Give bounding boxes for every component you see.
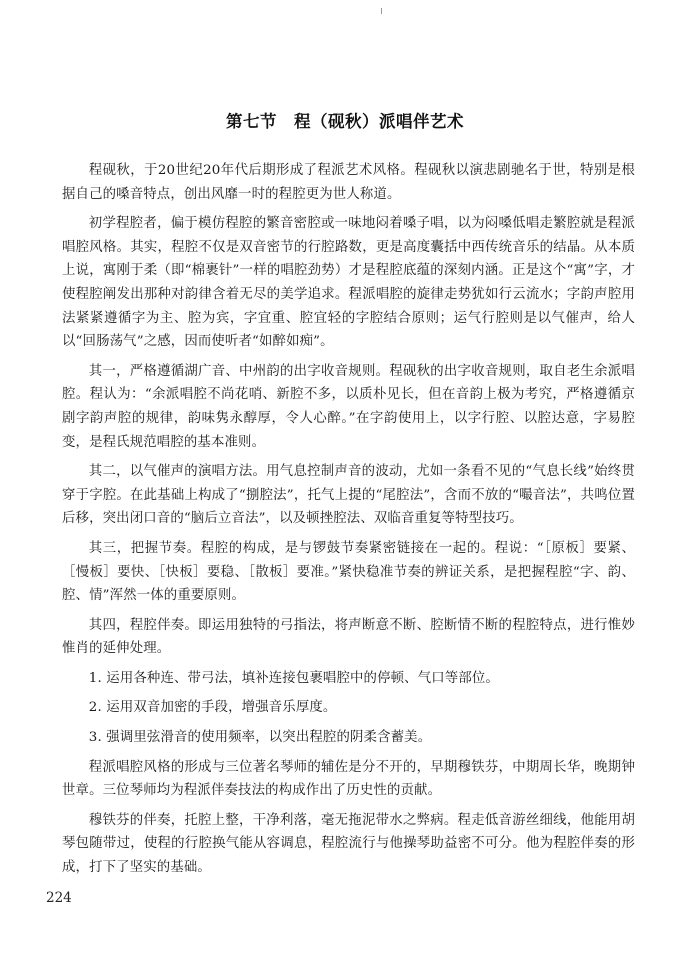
list-item: 1. 运用各种连、带弓法，填补连接包裹唱腔中的停顿、气口等部位。 xyxy=(88,670,499,686)
paragraph-point-two: 其二，以气催声的演唱方法。用气息控制声音的波动，尤如一条看不见的“气息长线”始终贯穿于字腔。在此基础上构成了“捌腔法”，托气上提的“尾腔法”，含而不放的“嘬音法”，共鸣位置后移，突出闭口音的“脑后立音法”，以及顿挫腔法、双临音重复等特型技巧。 xyxy=(62,464,635,527)
paragraph-accompanists: 程派唱腔风格的形成与三位著名琴师的辅佐是分不开的，早期穆铁芬，中期周长华，晚期钟世章。三位琴师均为程派伴奏技法的构成作出了历史性的贡献。 xyxy=(62,759,635,799)
page-number: 224 xyxy=(46,890,72,906)
section-title: 第七节 程（砚秋）派唱伴艺术 xyxy=(226,112,464,131)
list-item: 3. 强调里弦滑音的使用频率，以突出程腔的阴柔含蓄美。 xyxy=(88,730,432,746)
scan-mark xyxy=(381,8,382,14)
paragraph-mu-tiefen: 穆铁芬的伴奏，托腔上整，干净利落，毫无拖泥带水之弊病。程走低音游丝细线，他能用胡琴包随带过，使程的行腔换气能从容调息，程腔流行与他操琴助益密不可分。他为程腔伴奏的形成，打下了坚实的基础。 xyxy=(62,812,635,876)
paragraph-point-four: 其四，程腔伴奏。即运用独特的弓指法，将声断意不断、腔断情不断的程腔特点，进行惟妙惟肖的延伸处理。 xyxy=(62,617,635,657)
list-item: 2. 运用双音加密的手段，增强音乐厚度。 xyxy=(88,700,337,716)
body-text xyxy=(62,159,635,886)
paragraph-intro: 程砚秋，于20世纪20年代后期形成了程派艺术风格。程砚秋以演悲剧驰名于世，特别是根据自己的嗓音特点，创出风靡一时的程腔更为世人称道。 xyxy=(62,163,635,202)
paragraph-beginners: 初学程腔者，偏于模仿程腔的繁音密腔或一味地闷着嗓子唱，以为闷嗓低唱走繁腔就是程派唱腔风格。其实，程腔不仅是双音密节的行腔路数，更是高度囊括中西传统音乐的结晶。从本质上说，寓刚于柔（即“棉裹针”一样的唱腔劲势）才是程腔底蕴的深刻内涵。正是这个“寓”字，才使程腔阐发出那种对韵律含着无尽的美学追求。程派唱腔的旋律走势犹如行云流水；字韵声腔用法紧紧遵循字为主、腔为宾，字宜重、腔宜轻的字腔结合原则；运气行腔则是以气催声，给人以“回肠荡气”之感，因而使听者“如醉如痴”。 xyxy=(62,216,635,350)
paragraph-point-one: 其一，严格遵循湖广音、中州韵的出字收音规则。程砚秋的出字收音规则，取自老生余派唱腔。程认为：“余派唱腔不尚花哨、新腔不多，以质朴见长，但在音韵上极为考究，严格遵循京剧字韵声腔的规律，韵味隽永醇厚，令人心醉。”在字韵使用上，以字行腔、以腔达意，字易腔变，是程氏规范唱腔的基本准则。 xyxy=(62,363,635,450)
paragraph-point-three: 其三，把握节奏。程腔的构成，是与锣鼓节奏紧密链接在一起的。程说：“［原板］要紧、［慢板］要快、［快板］要稳、［散板］要准。”紧快稳准节奏的辨证关系，是把握程腔“字、韵、腔、情”浑然一体的重要原则。 xyxy=(62,540,635,604)
